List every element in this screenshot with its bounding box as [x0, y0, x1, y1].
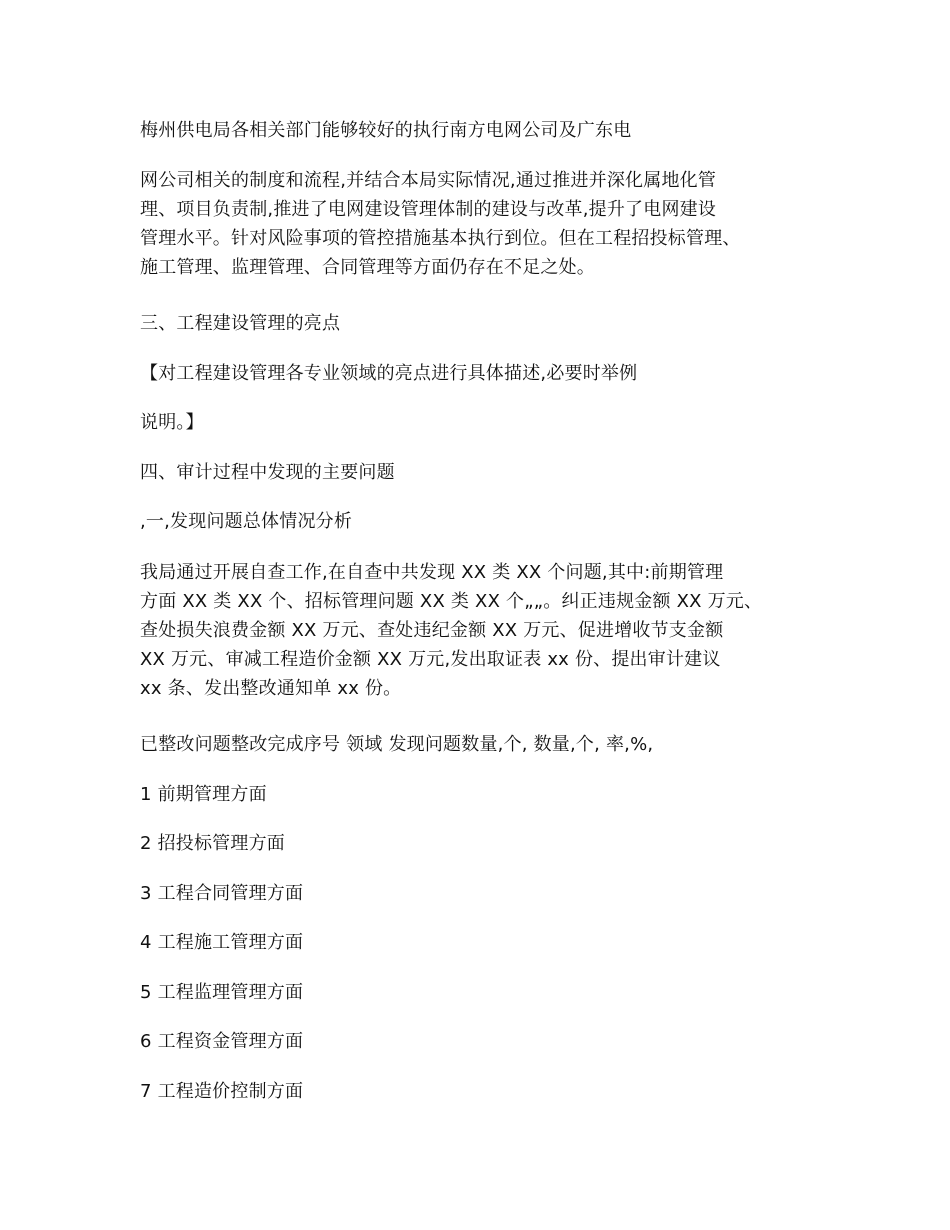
section4-heading: 四、审计过程中发现的主要问题 — [140, 462, 395, 483]
findings-paragraph-line: 方面 XX 类 XX 个、招标管理问题 XX 类 XX 个„„。纠正违规金额 XX 万元、 — [140, 591, 763, 612]
findings-paragraph-line: xx 条、发出整改通知单 xx 份。 — [140, 678, 402, 699]
table-row: 3 工程合同管理方面 — [140, 883, 304, 904]
findings-paragraph-line: XX 万元、审减工程造价金额 XX 万元,发出取证表 xx 份、提出审计建议 — [140, 649, 721, 670]
intro-line: 梅州供电局各相关部门能够较好的执行南方电网公司及广东电 — [140, 120, 632, 141]
findings-paragraph-line: 我局通过开展自查工作,在自查中共发现 XX 类 XX 个问题,其中:前期管理 — [140, 562, 724, 583]
section3-note-line2: 说明。】 — [140, 412, 204, 433]
section3-note-line1: 【对工程建设管理各专业领域的亮点进行具体描述,必要时举例 — [140, 363, 638, 384]
table-row: 4 工程施工管理方面 — [140, 932, 304, 953]
intro-paragraph — [140, 166, 830, 282]
section3-heading: 三、工程建设管理的亮点 — [140, 313, 341, 334]
intro-paragraph-line: 管理水平。针对风险事项的管控措施基本执行到位。但在工程招投标管理、 — [140, 228, 741, 249]
findings-paragraph-line: 查处损失浪费金额 XX 万元、查处违纪金额 XX 万元、促进增收节支金额 — [140, 620, 724, 641]
table-header: 已整改问题整改完成序号 领域 发现问题数量,个, 数量,个, 率,%, — [140, 734, 654, 755]
findings-paragraph — [140, 558, 830, 703]
intro-paragraph-line: 网公司相关的制度和流程,并结合本局实际情况,通过推进并深化属地化管 — [140, 170, 717, 191]
table-row: 5 工程监理管理方面 — [140, 982, 304, 1003]
table-row: 1 前期管理方面 — [140, 784, 267, 805]
table-row: 6 工程资金管理方面 — [140, 1031, 304, 1052]
table-row: 7 工程造价控制方面 — [140, 1081, 304, 1102]
intro-paragraph-line: 理、项目负责制,推进了电网建设管理体制的建设与改革,提升了电网建设 — [140, 199, 717, 220]
subsection1-heading: ,一,发现问题总体情况分析 — [140, 511, 353, 532]
intro-paragraph-line: 施工管理、监理管理、合同管理等方面仍存在不足之处。 — [140, 257, 595, 278]
table-row: 2 招投标管理方面 — [140, 833, 285, 854]
